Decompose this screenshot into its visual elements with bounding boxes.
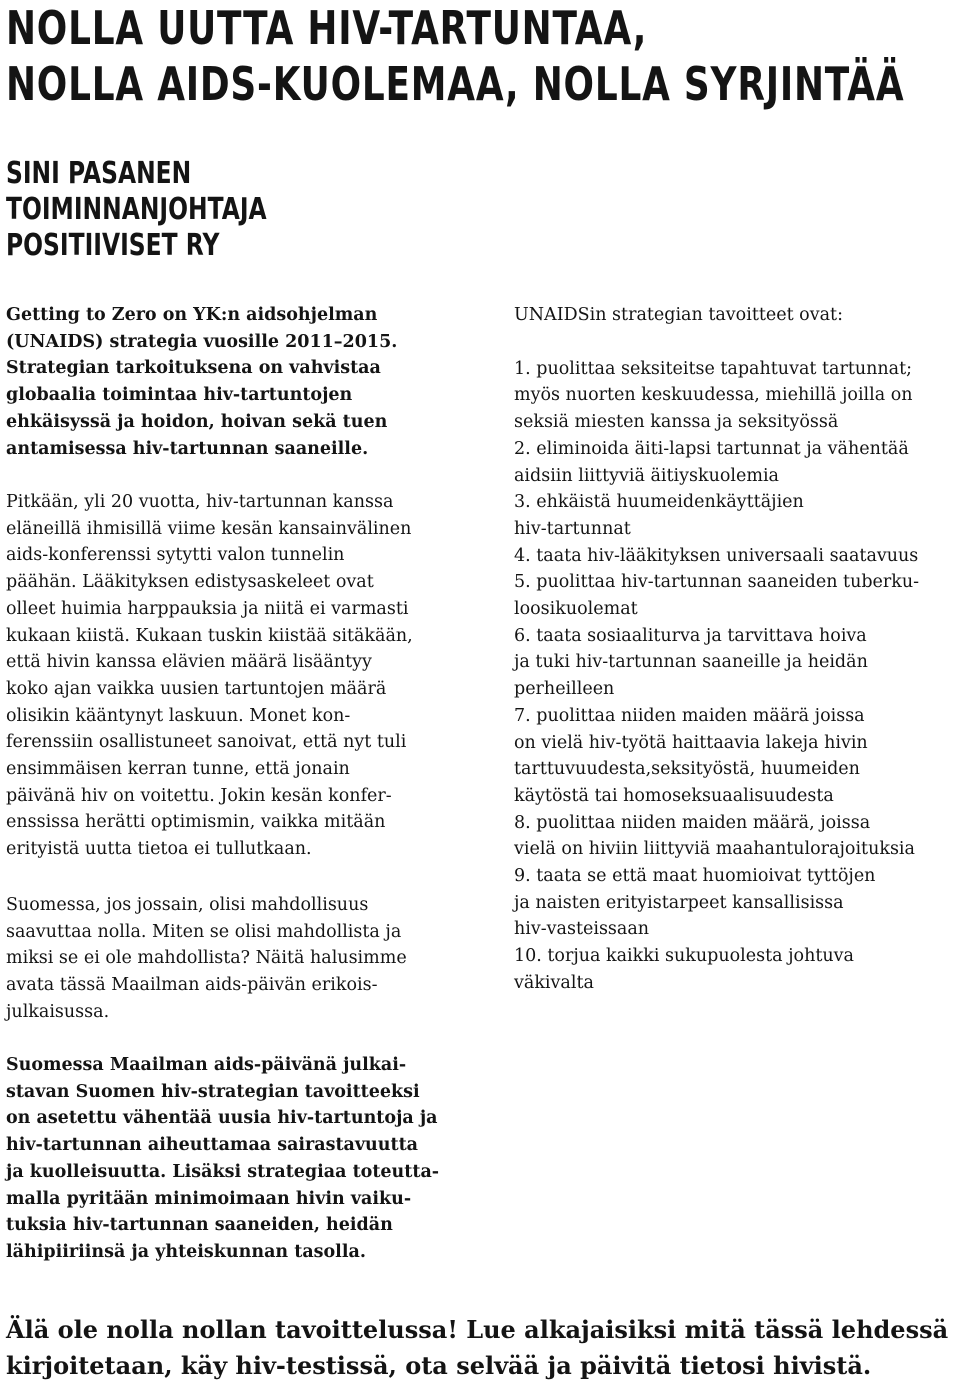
- lead-line: (UNAIDS) strategia vuosille 2011–2015.: [6, 331, 398, 352]
- text-line: että hivin kanssa elävien määrä lisääntyy: [6, 652, 372, 673]
- goal-line: 5. puolittaa hiv-tartunnan saaneiden tuberku-: [514, 572, 920, 593]
- goal-line: ja naisten erityistarpeet kansallisissa: [514, 892, 844, 913]
- goal-line: väkivalta: [514, 972, 594, 993]
- lead-paragraph: [6, 302, 397, 462]
- goal-line: 3. ehkäistä huumeidenkäyttäjien: [514, 492, 804, 513]
- text-line: Suomessa Maailman aids-päivänä julkai-: [6, 1055, 407, 1075]
- goal-line: tarttuvuudesta,seksityöstä, huumeiden: [514, 759, 860, 780]
- goal-line: 1. puolittaa seksiteitse tapahtuvat tartunnat;: [514, 358, 913, 379]
- lead-line: Getting to Zero on YK:n aidsohjelman: [6, 305, 378, 325]
- text-line: avata tässä Maailman aids-päivän erikois-: [6, 975, 378, 996]
- text-line: koko ajan vaikka uusien tartuntojen määrä: [6, 678, 387, 699]
- text-line: julkaisussa.: [6, 1001, 110, 1022]
- goal-line: seksiä miesten kanssa ja seksityössä: [514, 412, 839, 433]
- text-line: erityistä uutta tietoa ei tullutkaan.: [6, 839, 312, 860]
- headline-line-1: NOLLA UUTTA HIV-TARTUNTAA,: [6, 1, 648, 55]
- goals-column: [514, 302, 919, 997]
- closing-statement: [6, 1312, 948, 1384]
- text-line: on asetettu vähentää uusia hiv-tartuntoja ja: [6, 1108, 438, 1129]
- goal-line: aidsiin liittyviä äitiyskuolemia: [514, 465, 779, 486]
- text-line: ensimmäisen kerran tunne, että jonain: [6, 759, 350, 780]
- page-headline: [6, 0, 904, 112]
- text-line: hiv-tartunnan aiheuttamaa sairastavuutta: [6, 1135, 419, 1156]
- text-line: päähän. Lääkityksen edistysaskeleet ovat: [6, 572, 374, 593]
- goal-line: ja tuki hiv-tartunnan saaneille ja heidän: [514, 652, 868, 673]
- text-line: Suomessa, jos jossain, olisi mahdollisuus: [6, 895, 369, 915]
- goal-line: 9. taata se että maat huomioivat tyttöjen: [514, 866, 876, 887]
- goals-intro: UNAIDSin strategian tavoitteet ovat:: [514, 305, 843, 325]
- lead-line: antamisessa hiv-tartunnan saaneille.: [6, 438, 369, 459]
- text-line: ja kuolleisuutta. Lisäksi strategiaa toteutta-: [6, 1161, 440, 1182]
- text-line: aids-konferenssi sytytti valon tunnelin: [6, 545, 345, 566]
- goal-line: 10. torjua kaikki sukupuolesta johtuva: [514, 946, 854, 967]
- author-organization: POSITIIVISET RY: [6, 228, 220, 263]
- text-line: saavuttaa nolla. Miten se olisi mahdollista ja: [6, 921, 402, 942]
- text-line: stavan Suomen hiv-strategian tavoitteeksi: [6, 1081, 420, 1102]
- goal-line: 4. taata hiv-lääkityksen universaali saatavuus: [514, 545, 919, 566]
- goal-line: 7. puolittaa niiden maiden määrä joissa: [514, 705, 865, 726]
- goal-line: perheilleen: [514, 679, 615, 700]
- goal-line: käytöstä tai homoseksuaalisuudesta: [514, 785, 834, 806]
- lead-line: globaalia toimintaa hiv-tartuntojen: [6, 385, 353, 406]
- strategy-paragraph: [6, 1052, 439, 1266]
- closing-line: kirjoitetaan, käy hiv-testissä, ota selvää ja päivitä tietosi hivistä.: [6, 1351, 872, 1380]
- headline-line-2: NOLLA AIDS-KUOLEMAA, NOLLA SYRJINTÄÄ: [6, 57, 905, 111]
- goal-line: 6. taata sosiaaliturva ja tarvittava hoiva: [514, 625, 867, 646]
- text-line: lähipiiriinsä ja yhteiskunnan tasolla.: [6, 1241, 366, 1262]
- text-line: kukaan kiistä. Kukaan tuskin kiistää sitäkään,: [6, 625, 413, 646]
- author-byline: [6, 156, 267, 264]
- goal-line: hiv-vasteissaan: [514, 919, 650, 940]
- text-line: päivänä hiv on voitettu. Jokin kesän konfer-: [6, 785, 392, 806]
- goal-line: on vielä hiv-työtä haittaavia lakeja hivin: [514, 732, 868, 753]
- body-paragraph-2: [6, 892, 407, 1026]
- goals-list: [514, 356, 919, 997]
- goal-line: 2. eliminoida äiti-lapsi tartunnat ja vähentää: [514, 438, 909, 459]
- text-line: enssissa herätti optimismin, vaikka mitään: [6, 812, 386, 833]
- text-line: tuksia hiv-tartunnan saaneiden, heidän: [6, 1215, 393, 1236]
- lead-line: ehkäisyssä ja hoidon, hoivan sekä tuen: [6, 411, 388, 432]
- goal-line: vielä on hiviin liittyviä maahantulorajoituksia: [514, 839, 915, 860]
- goal-line: 8. puolittaa niiden maiden määrä, joissa: [514, 812, 871, 833]
- goal-line: hiv-tartunnat: [514, 518, 631, 539]
- goal-line: myös nuorten keskuudessa, miehillä joilla on: [514, 385, 913, 406]
- text-line: Pitkään, yli 20 vuotta, hiv-tartunnan kanssa: [6, 492, 394, 512]
- text-line: malla pyritään minimoimaan hivin vaiku-: [6, 1188, 412, 1209]
- goal-line: loosikuolemat: [514, 599, 638, 620]
- text-line: olleet huimia harppauksia ja niitä ei varmasti: [6, 598, 409, 619]
- text-line: ferenssiin osallistuneet sanoivat, että nyt tuli: [6, 732, 407, 753]
- text-line: eläneillä ihmisillä viime kesän kansainvälinen: [6, 518, 412, 539]
- text-line: olisikin kääntynyt laskuun. Monet kon-: [6, 705, 351, 726]
- lead-line: Strategian tarkoituksena on vahvistaa: [6, 358, 381, 379]
- closing-line: Älä ole nolla nollan tavoittelussa! Lue alkajaisiksi mitä tässä lehdessä: [6, 1315, 949, 1344]
- author-name: SINI PASANEN: [6, 156, 192, 191]
- author-role: TOIMINNANJOHTAJA: [6, 192, 267, 227]
- body-paragraph-1: [6, 489, 413, 863]
- text-line: miksi se ei ole mahdollista? Näitä halusimme: [6, 948, 407, 969]
